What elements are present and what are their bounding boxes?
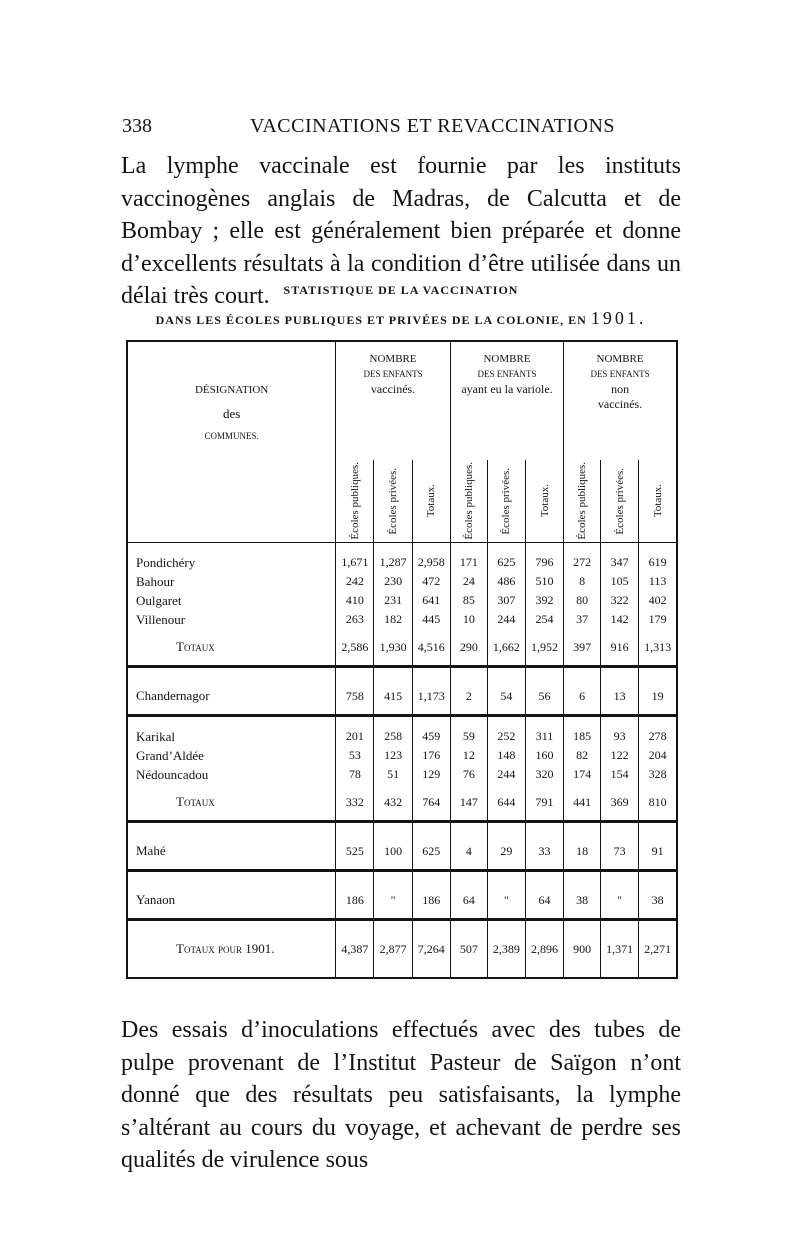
spacer-cell (525, 716, 563, 728)
spacer-cell (127, 716, 336, 728)
group-header-line: NOMBRE (369, 353, 417, 365)
table-title-line2 (120, 308, 682, 329)
spacer-cell (450, 822, 487, 834)
table-cell: 2,586 (336, 629, 374, 667)
table-cell: 796 (525, 553, 563, 572)
running-title: VACCINATIONS ET REVACCINATIONS (250, 115, 616, 137)
table-cell: 1,952 (525, 629, 563, 667)
table-cell: 290 (450, 629, 487, 667)
table-row (127, 629, 677, 667)
table-cell: 320 (525, 765, 563, 784)
table-cell: 791 (525, 784, 563, 822)
table-cell: 486 (487, 572, 525, 591)
commune-name: Chandernagor (127, 678, 336, 716)
spacer-cell (336, 967, 374, 978)
table-cell: 19 (639, 678, 677, 716)
table-cell: 33 (525, 833, 563, 871)
commune-name: Grand’Aldée (127, 746, 336, 765)
table-cell: 231 (374, 591, 412, 610)
spacer-cell (127, 967, 336, 978)
group-header-line: DES ENFANTS (590, 369, 650, 379)
commune-name: Villenour (127, 610, 336, 629)
table-cell: 1,287 (374, 553, 412, 572)
table-cell: 525 (336, 833, 374, 871)
table-cell: 4,387 (336, 931, 374, 967)
table-row (127, 610, 677, 629)
table-cell: 179 (639, 610, 677, 629)
table-cell: 2,896 (525, 931, 563, 967)
group-header-line: vaccinés. (370, 382, 416, 396)
column-header-label: Totaux. (651, 484, 664, 518)
commune-name: Mahé (127, 833, 336, 871)
column-header-label: Écoles privées. (613, 467, 626, 535)
table-cell: 307 (487, 591, 525, 610)
spacer-cell (450, 667, 487, 679)
table-cell: 2,271 (639, 931, 677, 967)
column-header (600, 460, 638, 543)
table-cell: 24 (450, 572, 487, 591)
table-row (127, 882, 677, 920)
spacer-cell (487, 967, 525, 978)
table-cell: 8 (564, 572, 601, 591)
table-cell: 18 (564, 833, 601, 871)
group-header-line: DES ENFANTS (477, 369, 537, 379)
spacer-cell (374, 543, 412, 554)
table-row (127, 833, 677, 871)
spacer-cell (564, 543, 601, 554)
spacer-cell (525, 920, 563, 932)
spacer-cell (600, 822, 638, 834)
table-cell: 459 (412, 727, 450, 746)
group-header-line: non (611, 382, 630, 396)
table-cell: 38 (564, 882, 601, 920)
spacer-cell (336, 716, 374, 728)
table-cell: 80 (564, 591, 601, 610)
table-cell: 397 (564, 629, 601, 667)
table-cell: 160 (525, 746, 563, 765)
table-cell: 13 (600, 678, 638, 716)
table-cell: 242 (336, 572, 374, 591)
column-header-label: Totaux. (538, 484, 551, 518)
column-header (412, 460, 450, 543)
paragraph-top: La lymphe vaccinale est fournie par les instituts vaccinogènes anglais de Madras, de Calcutta et de Bombay ; elle est généralement bien préparée et donne d’excellents résultats à la condition d’être utilisée dans un délai très court. (121, 153, 681, 309)
spacer-row (127, 920, 677, 932)
table-cell: 758 (336, 678, 374, 716)
table-cell: 204 (639, 746, 677, 765)
spacer-cell (336, 667, 374, 679)
table-cell: 148 (487, 746, 525, 765)
page-header (118, 112, 680, 142)
table-title-line1: STATISTIQUE DE LA VACCINATION (283, 283, 519, 297)
table-row (127, 553, 677, 572)
spacer-cell (525, 822, 563, 834)
commune-name: Totaux pour 1901. (127, 931, 336, 967)
group-header-unvaccinated (564, 341, 677, 460)
table-cell: 764 (412, 784, 450, 822)
spacer-cell (525, 543, 563, 554)
table-cell: 93 (600, 727, 638, 746)
table-cell: 51 (374, 765, 412, 784)
table-cell: 244 (487, 765, 525, 784)
commune-name: Nédouncadou (127, 765, 336, 784)
spacer-cell (412, 967, 450, 978)
spacer-cell (639, 920, 677, 932)
column-header-label: Écoles privées. (500, 467, 513, 535)
table-row (127, 727, 677, 746)
group-header-line: vaccinés. (597, 397, 643, 411)
table-title-year: 1901. (590, 308, 647, 328)
table-cell: 123 (374, 746, 412, 765)
table-cell: " (374, 882, 412, 920)
spacer-cell (127, 667, 336, 679)
spacer-cell (600, 920, 638, 932)
table-title-line2-text: DANS LES ÉCOLES PUBLIQUES ET PRIVÉES DE LA COLONIE, EN (155, 313, 587, 327)
table-cell: 64 (525, 882, 563, 920)
spacer-cell (336, 871, 374, 883)
spacer-cell (450, 716, 487, 728)
table-cell: 100 (374, 833, 412, 871)
spacer-cell (127, 920, 336, 932)
spacer-cell (374, 967, 412, 978)
spacer-cell (450, 543, 487, 554)
table-cell: 392 (525, 591, 563, 610)
table-cell: 64 (450, 882, 487, 920)
spacer-cell (450, 871, 487, 883)
table-cell: 186 (412, 882, 450, 920)
table-cell: 507 (450, 931, 487, 967)
table-cell: 185 (564, 727, 601, 746)
table-cell: 272 (564, 553, 601, 572)
table-cell: 4,516 (412, 629, 450, 667)
table-row (127, 784, 677, 822)
table-cell: 644 (487, 784, 525, 822)
table-cell: 230 (374, 572, 412, 591)
spacer-cell (639, 716, 677, 728)
spacer-row (127, 543, 677, 554)
table-cell: 142 (600, 610, 638, 629)
table-cell: 174 (564, 765, 601, 784)
table-cell: 201 (336, 727, 374, 746)
commune-name: Karikal (127, 727, 336, 746)
page-number: 338 (122, 115, 152, 137)
designation-header-line3: COMMUNES. (204, 431, 259, 441)
table-cell: 171 (450, 553, 487, 572)
spacer-row (127, 967, 677, 978)
table-cell: 810 (639, 784, 677, 822)
spacer-cell (487, 543, 525, 554)
spacer-cell (336, 543, 374, 554)
table-cell: 510 (525, 572, 563, 591)
spacer-cell (600, 667, 638, 679)
table-cell: 10 (450, 610, 487, 629)
spacer-cell (450, 967, 487, 978)
spacer-cell (336, 822, 374, 834)
table-cell: " (487, 882, 525, 920)
table-row (127, 572, 677, 591)
spacer-cell (374, 667, 412, 679)
table-row (127, 765, 677, 784)
table-cell: 472 (412, 572, 450, 591)
table-cell: 2 (450, 678, 487, 716)
spacer-cell (639, 543, 677, 554)
spacer-row (127, 667, 677, 679)
spacer-cell (450, 920, 487, 932)
spacer-cell (127, 543, 336, 554)
table-cell: 1,930 (374, 629, 412, 667)
spacer-cell (336, 920, 374, 932)
group-header-line: ayant eu la variole. (461, 382, 553, 396)
spacer-cell (600, 871, 638, 883)
table-row (127, 931, 677, 967)
column-header (336, 460, 374, 543)
table-cell: 38 (639, 882, 677, 920)
spacer-cell (374, 716, 412, 728)
commune-name: Bahour (127, 572, 336, 591)
spacer-cell (127, 871, 336, 883)
group-header-line: DES ENFANTS (363, 369, 423, 379)
table-cell: 7,264 (412, 931, 450, 967)
table-cell: 1,371 (600, 931, 638, 967)
table-cell: 347 (600, 553, 638, 572)
table-cell: 244 (487, 610, 525, 629)
spacer-cell (487, 667, 525, 679)
spacer-cell (487, 822, 525, 834)
table-cell: 369 (600, 784, 638, 822)
table-cell: 182 (374, 610, 412, 629)
table-cell: 37 (564, 610, 601, 629)
spacer-cell (525, 667, 563, 679)
table-cell: 625 (412, 833, 450, 871)
spacer-cell (600, 967, 638, 978)
commune-name: Totaux (127, 629, 336, 667)
spacer-cell (412, 667, 450, 679)
spacer-row (127, 716, 677, 728)
table-cell: 916 (600, 629, 638, 667)
spacer-cell (374, 920, 412, 932)
column-header (639, 460, 677, 543)
table-cell: 1,671 (336, 553, 374, 572)
table-cell: 129 (412, 765, 450, 784)
column-header (564, 460, 601, 543)
group-header-line: NOMBRE (483, 353, 531, 365)
table-cell: 445 (412, 610, 450, 629)
commune-name: Yanaon (127, 882, 336, 920)
table-cell: 4 (450, 833, 487, 871)
table-cell: 122 (600, 746, 638, 765)
table-cell: 311 (525, 727, 563, 746)
spacer-cell (127, 822, 336, 834)
table-cell: 410 (336, 591, 374, 610)
group-header-line: NOMBRE (596, 353, 644, 365)
table-cell: 105 (600, 572, 638, 591)
column-header-label: Écoles publiques. (348, 462, 361, 540)
table-cell: 332 (336, 784, 374, 822)
table-cell: 73 (600, 833, 638, 871)
spacer-cell (564, 822, 601, 834)
spacer-row (127, 871, 677, 883)
commune-name: Oulgaret (127, 591, 336, 610)
table-cell: 900 (564, 931, 601, 967)
table-cell: 85 (450, 591, 487, 610)
table-cell: 322 (600, 591, 638, 610)
column-header-label: Écoles publiques. (462, 462, 475, 540)
spacer-cell (487, 716, 525, 728)
designation-header (127, 341, 336, 543)
table-cell: 328 (639, 765, 677, 784)
table-cell: 441 (564, 784, 601, 822)
table-cell: 619 (639, 553, 677, 572)
commune-name: Totaux (127, 784, 336, 822)
table-row (127, 746, 677, 765)
table-cell: 2,389 (487, 931, 525, 967)
table-cell: 641 (412, 591, 450, 610)
table-cell: 12 (450, 746, 487, 765)
spacer-cell (487, 871, 525, 883)
table-cell: 415 (374, 678, 412, 716)
spacer-cell (525, 871, 563, 883)
table-row (127, 678, 677, 716)
table-cell: 53 (336, 746, 374, 765)
table-cell: 2,958 (412, 553, 450, 572)
spacer-cell (487, 920, 525, 932)
group-header-smallpox (450, 341, 563, 460)
table-cell: 76 (450, 765, 487, 784)
table-cell: 91 (639, 833, 677, 871)
spacer-cell (639, 667, 677, 679)
table-cell: 56 (525, 678, 563, 716)
spacer-cell (564, 920, 601, 932)
spacer-cell (639, 871, 677, 883)
table-cell: 82 (564, 746, 601, 765)
table-cell: 59 (450, 727, 487, 746)
column-header-label: Écoles publiques. (576, 462, 589, 540)
table-cell: 78 (336, 765, 374, 784)
table-cell: 1,313 (639, 629, 677, 667)
table-cell: 258 (374, 727, 412, 746)
designation-header-line2: des (222, 406, 241, 421)
spacer-cell (564, 667, 601, 679)
spacer-cell (639, 967, 677, 978)
table-cell: 254 (525, 610, 563, 629)
spacer-row (127, 822, 677, 834)
column-header-label: Totaux. (425, 484, 438, 518)
column-header-label: Écoles privées. (387, 467, 400, 535)
spacer-cell (600, 543, 638, 554)
vaccination-table (126, 340, 678, 979)
spacer-cell (374, 822, 412, 834)
group-header-vaccinated (336, 341, 451, 460)
table-cell: 278 (639, 727, 677, 746)
table-cell: 625 (487, 553, 525, 572)
commune-name: Pondichéry (127, 553, 336, 572)
spacer-cell (412, 920, 450, 932)
spacer-cell (639, 822, 677, 834)
column-header (525, 460, 563, 543)
spacer-cell (412, 871, 450, 883)
spacer-cell (412, 822, 450, 834)
spacer-cell (374, 871, 412, 883)
column-header (450, 460, 487, 543)
table-cell: 402 (639, 591, 677, 610)
table-cell: 54 (487, 678, 525, 716)
table-cell: 147 (450, 784, 487, 822)
table-cell: 113 (639, 572, 677, 591)
table-row (127, 591, 677, 610)
spacer-cell (600, 716, 638, 728)
table-cell: 263 (336, 610, 374, 629)
spacer-cell (564, 716, 601, 728)
spacer-cell (564, 967, 601, 978)
spacer-cell (412, 716, 450, 728)
spacer-cell (412, 543, 450, 554)
paragraph-bottom: Des essais d’inoculations effectués avec des tubes de pulpe provenant de l’Institut Pasteur de Saïgon n’ont donné que des résultats peu satisfaisants, la lymphe s’altérant au cours du voyage, et achevant de perdre ses qualités de virulence sous (121, 1017, 681, 1173)
table-cell: 1,173 (412, 678, 450, 716)
spacer-cell (525, 967, 563, 978)
table-cell: 432 (374, 784, 412, 822)
table-cell: 186 (336, 882, 374, 920)
column-header (374, 460, 412, 543)
table-cell: 6 (564, 678, 601, 716)
spacer-cell (564, 871, 601, 883)
table-cell: 2,877 (374, 931, 412, 967)
table-cell: 1,662 (487, 629, 525, 667)
table-cell: 176 (412, 746, 450, 765)
designation-header-line1: DÉSIGNATION (194, 384, 269, 396)
table-cell: 29 (487, 833, 525, 871)
column-header (487, 460, 525, 543)
table-cell: 252 (487, 727, 525, 746)
table-cell: " (600, 882, 638, 920)
table-cell: 154 (600, 765, 638, 784)
